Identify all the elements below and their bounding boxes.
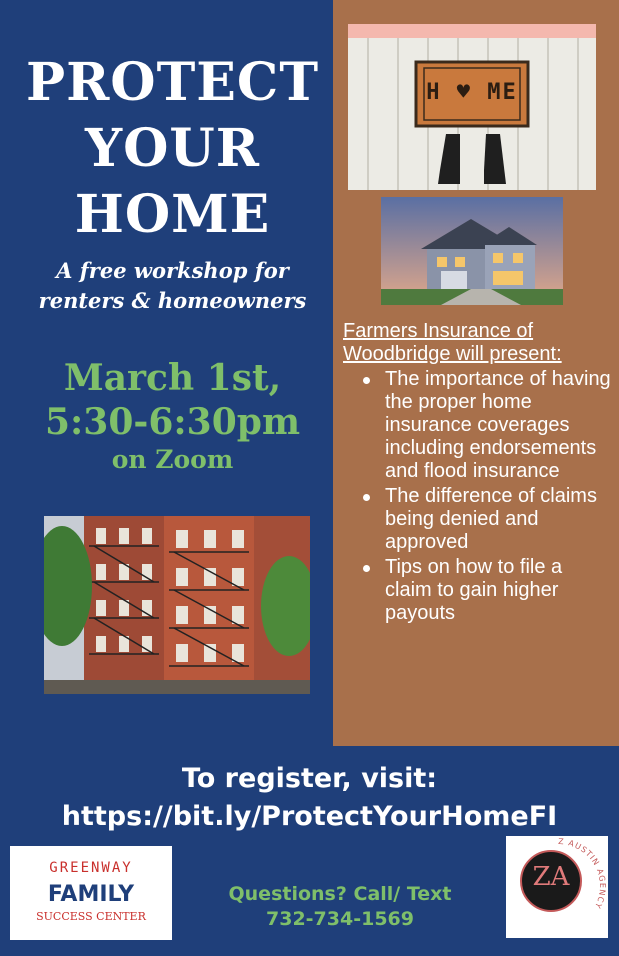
presentation-heading: Farmers Insurance of Woodbridge will present: [343, 320, 562, 365]
contact-phone[interactable]: 732-734-1569 [266, 908, 414, 930]
date-line-1: March 1st, [63, 357, 282, 399]
presentation-point: The difference of claims being denied and approved [343, 485, 613, 554]
house-photo [381, 197, 563, 305]
date-line-2: 5:30-6:30pm [44, 401, 301, 443]
event-date [0, 356, 345, 476]
subtitle-line-1: A free workshop for [56, 258, 289, 283]
presentation-point: The importance of having the proper home insurance coverages including endorsements and flood insurance [343, 368, 613, 483]
flyer-subtitle [0, 256, 345, 316]
za-logo-arc-text [506, 836, 608, 938]
contact-section [180, 882, 500, 932]
za-logo-letters: ZA [532, 862, 570, 892]
register-label: To register, visit: [181, 763, 438, 794]
greenway-logo-middle: FAMILY [47, 882, 135, 907]
title-line-3: HOME [74, 184, 271, 245]
register-url[interactable]: https://bit.ly/ProtectYourHomeFI [61, 801, 558, 832]
presentation-point: Tips on how to file a claim to gain higher payouts [343, 556, 613, 625]
greenway-logo [10, 846, 172, 940]
subtitle-line-2: renters & homeowners [38, 288, 307, 313]
contact-label: Questions? Call/ Text [228, 883, 452, 905]
flyer-title [0, 50, 345, 248]
zoom-label: on Zoom [111, 445, 234, 474]
title-line-2: YOUR [85, 118, 260, 179]
apartment-buildings-photo [44, 516, 310, 694]
svg-text:Z AUSTIN AGENCY: Z AUSTIN AGENCY [557, 836, 608, 911]
presentation-section [343, 320, 613, 627]
doormat-text: H ♥ ME [426, 80, 518, 105]
title-line-1: PROTECT [25, 52, 320, 113]
presentation-list [343, 368, 613, 625]
greenway-logo-bottom: SUCCESS CENTER [36, 910, 146, 923]
greenway-logo-top: GREENWAY [49, 860, 133, 876]
register-section [0, 760, 619, 836]
home-doormat-photo [348, 24, 596, 190]
z-austin-agency-logo [506, 836, 608, 938]
